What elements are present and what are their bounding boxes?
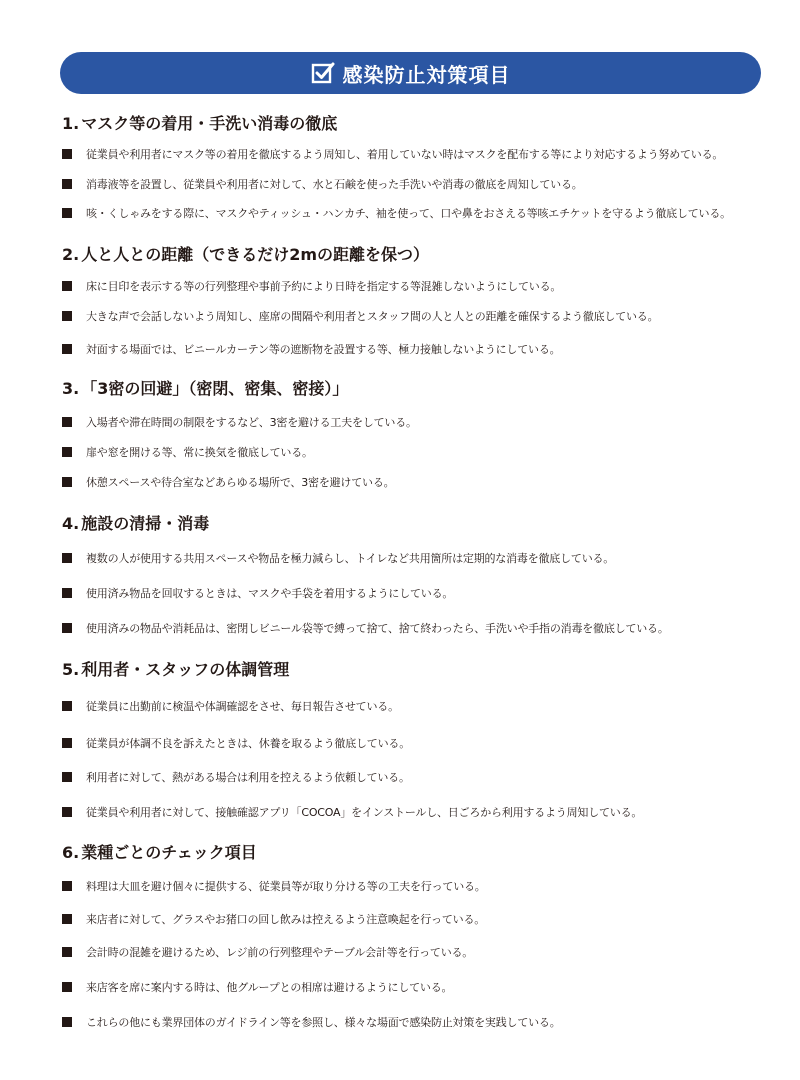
list-item: 対面する場面では、ビニールカーテン等の遮断物を設置する等、極力接触しないようにしている。 (62, 340, 560, 358)
section-title: 「3密の回避」（密閉、密集、密接）」 (81, 379, 349, 398)
list-item: 扉や窓を開ける等、常に換気を徹底している。 (62, 443, 313, 461)
list-item: 使用済みの物品や消耗品は、密閉しビニール袋等で縛って捨て、捨て終わったら、手洗いや手指の消毒を徹底している。 (62, 619, 669, 637)
section-6 (62, 842, 762, 864)
section-4 (62, 513, 762, 535)
list-item: 咳・くしゃみをする際に、マスクやティッシュ・ハンカチ、袖を使って、口や鼻をおさえる等咳エチケットを守るよう徹底している。 (62, 204, 731, 222)
section-number: 2. (62, 245, 80, 264)
list-item: 使用済み物品を回収するときは、マスクや手袋を着用するようにしている。 (62, 584, 453, 602)
square-bullet-icon (62, 914, 72, 924)
section-heading (62, 378, 762, 400)
square-bullet-icon (62, 208, 72, 218)
square-bullet-icon (62, 881, 72, 891)
list-item: 料理は大皿を避け個々に提供する、従業員等が取り分ける等の工夫を行っている。 (62, 877, 486, 895)
section-title: 人と人との距離（できるだけ2mの距離を保つ） (81, 245, 430, 264)
list-item: 利用者に対して、熱がある場合は利用を控えるよう依頼している。 (62, 768, 410, 786)
section-3 (62, 378, 762, 400)
section-number: 4. (62, 514, 80, 533)
square-bullet-icon (62, 1017, 72, 1027)
section-heading (62, 113, 762, 135)
square-bullet-icon (62, 947, 72, 957)
section-heading (62, 513, 762, 535)
list-item: 従業員が体調不良を訴えたときは、休養を取るよう徹底している。 (62, 734, 410, 752)
section-title: 業種ごとのチェック項目 (81, 843, 257, 862)
page-title: 感染防止対策項目 (342, 62, 511, 87)
square-bullet-icon (62, 344, 72, 354)
check-box-icon (311, 61, 335, 85)
square-bullet-icon (62, 179, 72, 189)
section-1 (62, 113, 762, 135)
section-title: 施設の清掃・消毒 (81, 514, 210, 533)
list-item: 来店客を席に案内する時は、他グループとの相席は避けるようにしている。 (62, 978, 452, 996)
square-bullet-icon (62, 477, 72, 487)
square-bullet-icon (62, 738, 72, 748)
list-item: 複数の人が使用する共用スペースや物品を極力減らし、トイレなど共用箇所は定期的な消毒を徹底している。 (62, 549, 614, 567)
section-number: 3. (62, 379, 80, 398)
list-item: 従業員や利用者にマスク等の着用を徹底するよう周知し、着用していない時はマスクを配布する等により対応するよう努めている。 (62, 145, 723, 163)
section-2 (62, 244, 762, 266)
square-bullet-icon (62, 807, 72, 817)
list-item: 会計時の混雑を避けるため、レジ前の行列整理やテーブル会計等を行っている。 (62, 943, 473, 961)
list-item: これらの他にも業界団体のガイドライン等を参照し、様々な場面で感染防止対策を実践している。 (62, 1013, 561, 1031)
square-bullet-icon (62, 623, 72, 633)
list-item: 休憩スペースや待合室などあらゆる場所で、3密を避けている。 (62, 473, 394, 491)
section-number: 5. (62, 660, 80, 679)
square-bullet-icon (62, 417, 72, 427)
square-bullet-icon (62, 447, 72, 457)
list-item: 消毒液等を設置し、従業員や利用者に対して、水と石鹸を使った手洗いや消毒の徹底を周知している。 (62, 175, 583, 193)
list-item: 大きな声で会話しないよう周知し、座席の間隔や利用者とスタッフ間の人と人との距離を確保するよう徹底している。 (62, 307, 658, 325)
square-bullet-icon (62, 281, 72, 291)
square-bullet-icon (62, 982, 72, 992)
section-heading (62, 244, 762, 266)
square-bullet-icon (62, 311, 72, 321)
section-title: マスク等の着用・手洗い消毒の徹底 (81, 114, 338, 133)
square-bullet-icon (62, 553, 72, 563)
square-bullet-icon (62, 588, 72, 598)
square-bullet-icon (62, 149, 72, 159)
square-bullet-icon (62, 772, 72, 782)
section-5 (62, 659, 762, 681)
title-banner (60, 52, 761, 94)
square-bullet-icon (62, 701, 72, 711)
section-number: 6. (62, 843, 80, 862)
section-number: 1. (62, 114, 80, 133)
list-item: 入場者や滞在時間の制限をするなど、3密を避ける工夫をしている。 (62, 413, 417, 431)
section-heading (62, 659, 762, 681)
section-heading (62, 842, 762, 864)
list-item: 来店者に対して、グラスやお猪口の回し飲みは控えるよう注意喚起を行っている。 (62, 910, 485, 928)
list-item: 床に目印を表示する等の行列整理や事前予約により日時を指定する等混雑しないようにしている。 (62, 277, 561, 295)
section-title: 利用者・スタッフの体調管理 (81, 660, 290, 679)
list-item: 従業員に出勤前に検温や体調確認をさせ、毎日報告させている。 (62, 697, 399, 715)
list-item: 従業員や利用者に対して、接触確認アプリ「COCOA」をインストールし、日ごろから利用するよう周知している。 (62, 803, 642, 821)
